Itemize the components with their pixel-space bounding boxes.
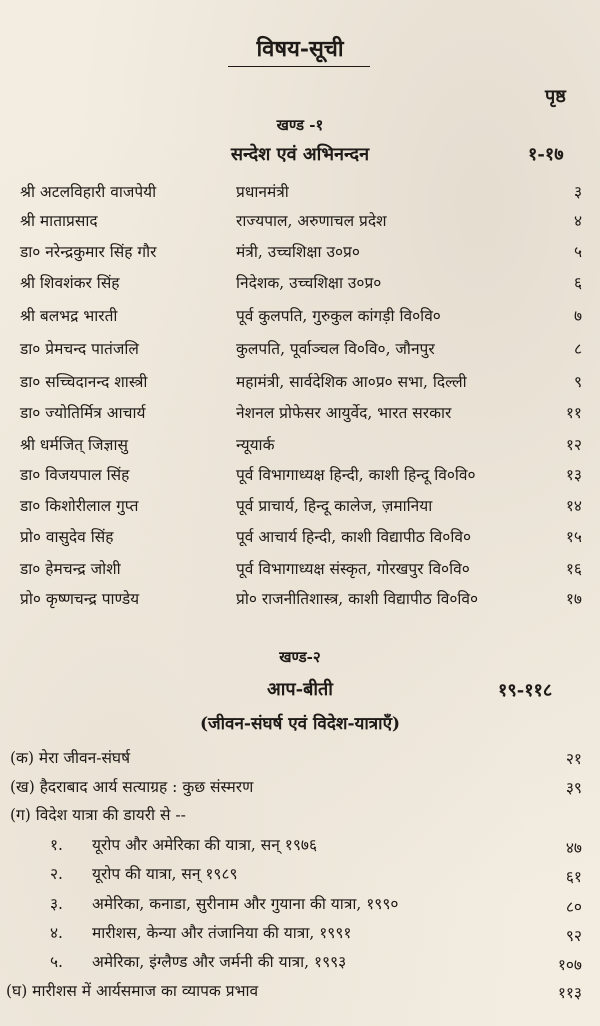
entry-number: ४. <box>50 924 63 942</box>
person-name: डा० नरेन्द्रकुमार सिंह गौर <box>20 243 157 261</box>
part2-subtitle: (जीवन-संघर्ष एवं विदेश-यात्राएँ) <box>199 714 401 734</box>
person-role: न्यूयार्क <box>236 436 275 454</box>
person-role: पूर्व प्राचार्य, हिन्दू कालेज, ज़मानिया <box>236 497 433 515</box>
person-name: डा० सच्चिदानन्द शास्त्री <box>20 373 148 391</box>
person-name: डा० विजयपाल सिंह <box>20 466 130 484</box>
person-name: श्री धर्मजित् जिज्ञासु <box>20 436 128 454</box>
page-number: ५ <box>573 243 582 261</box>
entry-number: ५. <box>50 953 63 971</box>
page-number: ११ <box>565 404 582 422</box>
person-role: पूर्व विभागाध्यक्ष हिन्दी, काशी हिन्दू वि०वि० <box>236 466 476 484</box>
entry-title: अमेरिका, कनाडा, सुरीनाम और गुयाना की यात्रा, १९९० <box>92 895 399 913</box>
page-number: १०७ <box>557 956 582 974</box>
person-role: मंत्री, उच्चशिक्षा उ०प्र० <box>236 243 360 261</box>
person-name: डा० प्रेमचन्द पातंजलि <box>20 340 139 358</box>
part2-label: खण्ड-२ <box>279 648 321 666</box>
page-number: ३९ <box>565 779 582 797</box>
entry-number: १. <box>50 836 63 854</box>
page-number: ९२ <box>565 927 582 945</box>
part2-page-range: १९-११८ <box>498 680 553 701</box>
person-name: श्री माताप्रसाद <box>20 212 98 230</box>
person-name: डा० ज्योतिर्मित्र आचार्य <box>20 404 146 422</box>
entry-title: यूरोप की यात्रा, सन् १९८९ <box>92 865 238 883</box>
person-name: श्री अटलविहारी वाजपेयी <box>20 183 157 201</box>
entry-title: (क) मेरा जीवन-संघर्ष <box>10 749 131 767</box>
page-number: ११३ <box>557 984 582 1002</box>
person-name: डा० किशोरीलाल गुप्त <box>20 497 139 515</box>
page-number: ३ <box>573 183 582 201</box>
page-column-heading: पृष्ठ <box>545 86 566 107</box>
page-number: ६ <box>573 274 582 292</box>
part1-page-range: १-१७ <box>528 144 564 165</box>
page-number: ८० <box>565 898 582 916</box>
page-number: ८ <box>573 340 582 358</box>
person-role: पूर्व कुलपति, गुरुकुल कांगड़ी वि०वि० <box>236 307 441 325</box>
part2-title: आप-बीती <box>267 679 333 700</box>
entry-title: (ख) हैदराबाद आर्य सत्याग्रह : कुछ संस्मरण <box>10 778 254 796</box>
page-number: ४७ <box>565 839 582 857</box>
entry-title: मारीशस, केन्या और तंजानिया की यात्रा, १९९१ <box>92 924 352 942</box>
person-name: श्री बलभद्र भारती <box>20 307 118 325</box>
page-title: विषय-सूची <box>256 36 344 62</box>
person-name: प्रो० कृष्णचन्द्र पाण्डेय <box>20 590 140 608</box>
entry-title: (ग) विदेश यात्रा की डायरी से -- <box>10 806 186 824</box>
entry-title: अमेरिका, इंग्लैण्ड और जर्मनी की यात्रा, १९९३ <box>92 953 347 971</box>
page-number: ४ <box>573 212 582 230</box>
person-role: प्रधानमंत्री <box>236 183 289 201</box>
title-underline <box>228 66 370 67</box>
entry-number: २. <box>50 865 63 883</box>
page-number: १७ <box>565 590 582 608</box>
person-role: राज्यपाल, अरुणाचल प्रदेश <box>236 212 387 230</box>
page-number: १४ <box>565 497 582 515</box>
person-name: प्रो० वासुदेव सिंह <box>20 528 114 546</box>
entry-title: यूरोप और अमेरिका की यात्रा, सन् १९७६ <box>92 836 318 854</box>
person-role: पूर्व विभागाध्यक्ष संस्कृत, गोरखपुर वि०वि० <box>236 560 470 578</box>
person-role: नेशनल प्रोफेसर आयुर्वेद, भारत सरकार <box>236 404 452 422</box>
page-number: ९ <box>573 373 582 391</box>
person-role: पूर्व आचार्य हिन्दी, काशी विद्यापीठ वि०वि० <box>236 528 472 546</box>
entry-number: ३. <box>50 895 63 913</box>
page-number: १५ <box>565 528 582 546</box>
person-name: श्री शिवशंकर सिंह <box>20 274 120 292</box>
part1-title: सन्देश एवं अभिनन्दन <box>230 144 370 165</box>
part1-label: खण्ड -१ <box>276 116 324 134</box>
person-role: प्रो० राजनीतिशास्त्र, काशी विद्यापीठ वि०वि० <box>236 590 479 608</box>
page-number: १२ <box>565 436 582 454</box>
page-number: १३ <box>565 466 582 484</box>
page-number: १६ <box>565 560 582 578</box>
person-role: महामंत्री, सार्वदेशिक आ०प्र० सभा, दिल्ली <box>236 373 467 391</box>
person-role: निदेशक, उच्चशिक्षा उ०प्र० <box>236 274 382 292</box>
page-number: २१ <box>565 750 582 768</box>
entry-title: (घ) मारीशस में आर्यसमाज का व्यापक प्रभाव <box>6 982 259 1000</box>
page-number: ६१ <box>565 868 582 886</box>
person-name: डा० हेमचन्द्र जोशी <box>20 560 121 578</box>
person-role: कुलपति, पूर्वाञ्चल वि०वि०, जौनपुर <box>236 340 435 358</box>
page-number: ७ <box>573 307 582 325</box>
